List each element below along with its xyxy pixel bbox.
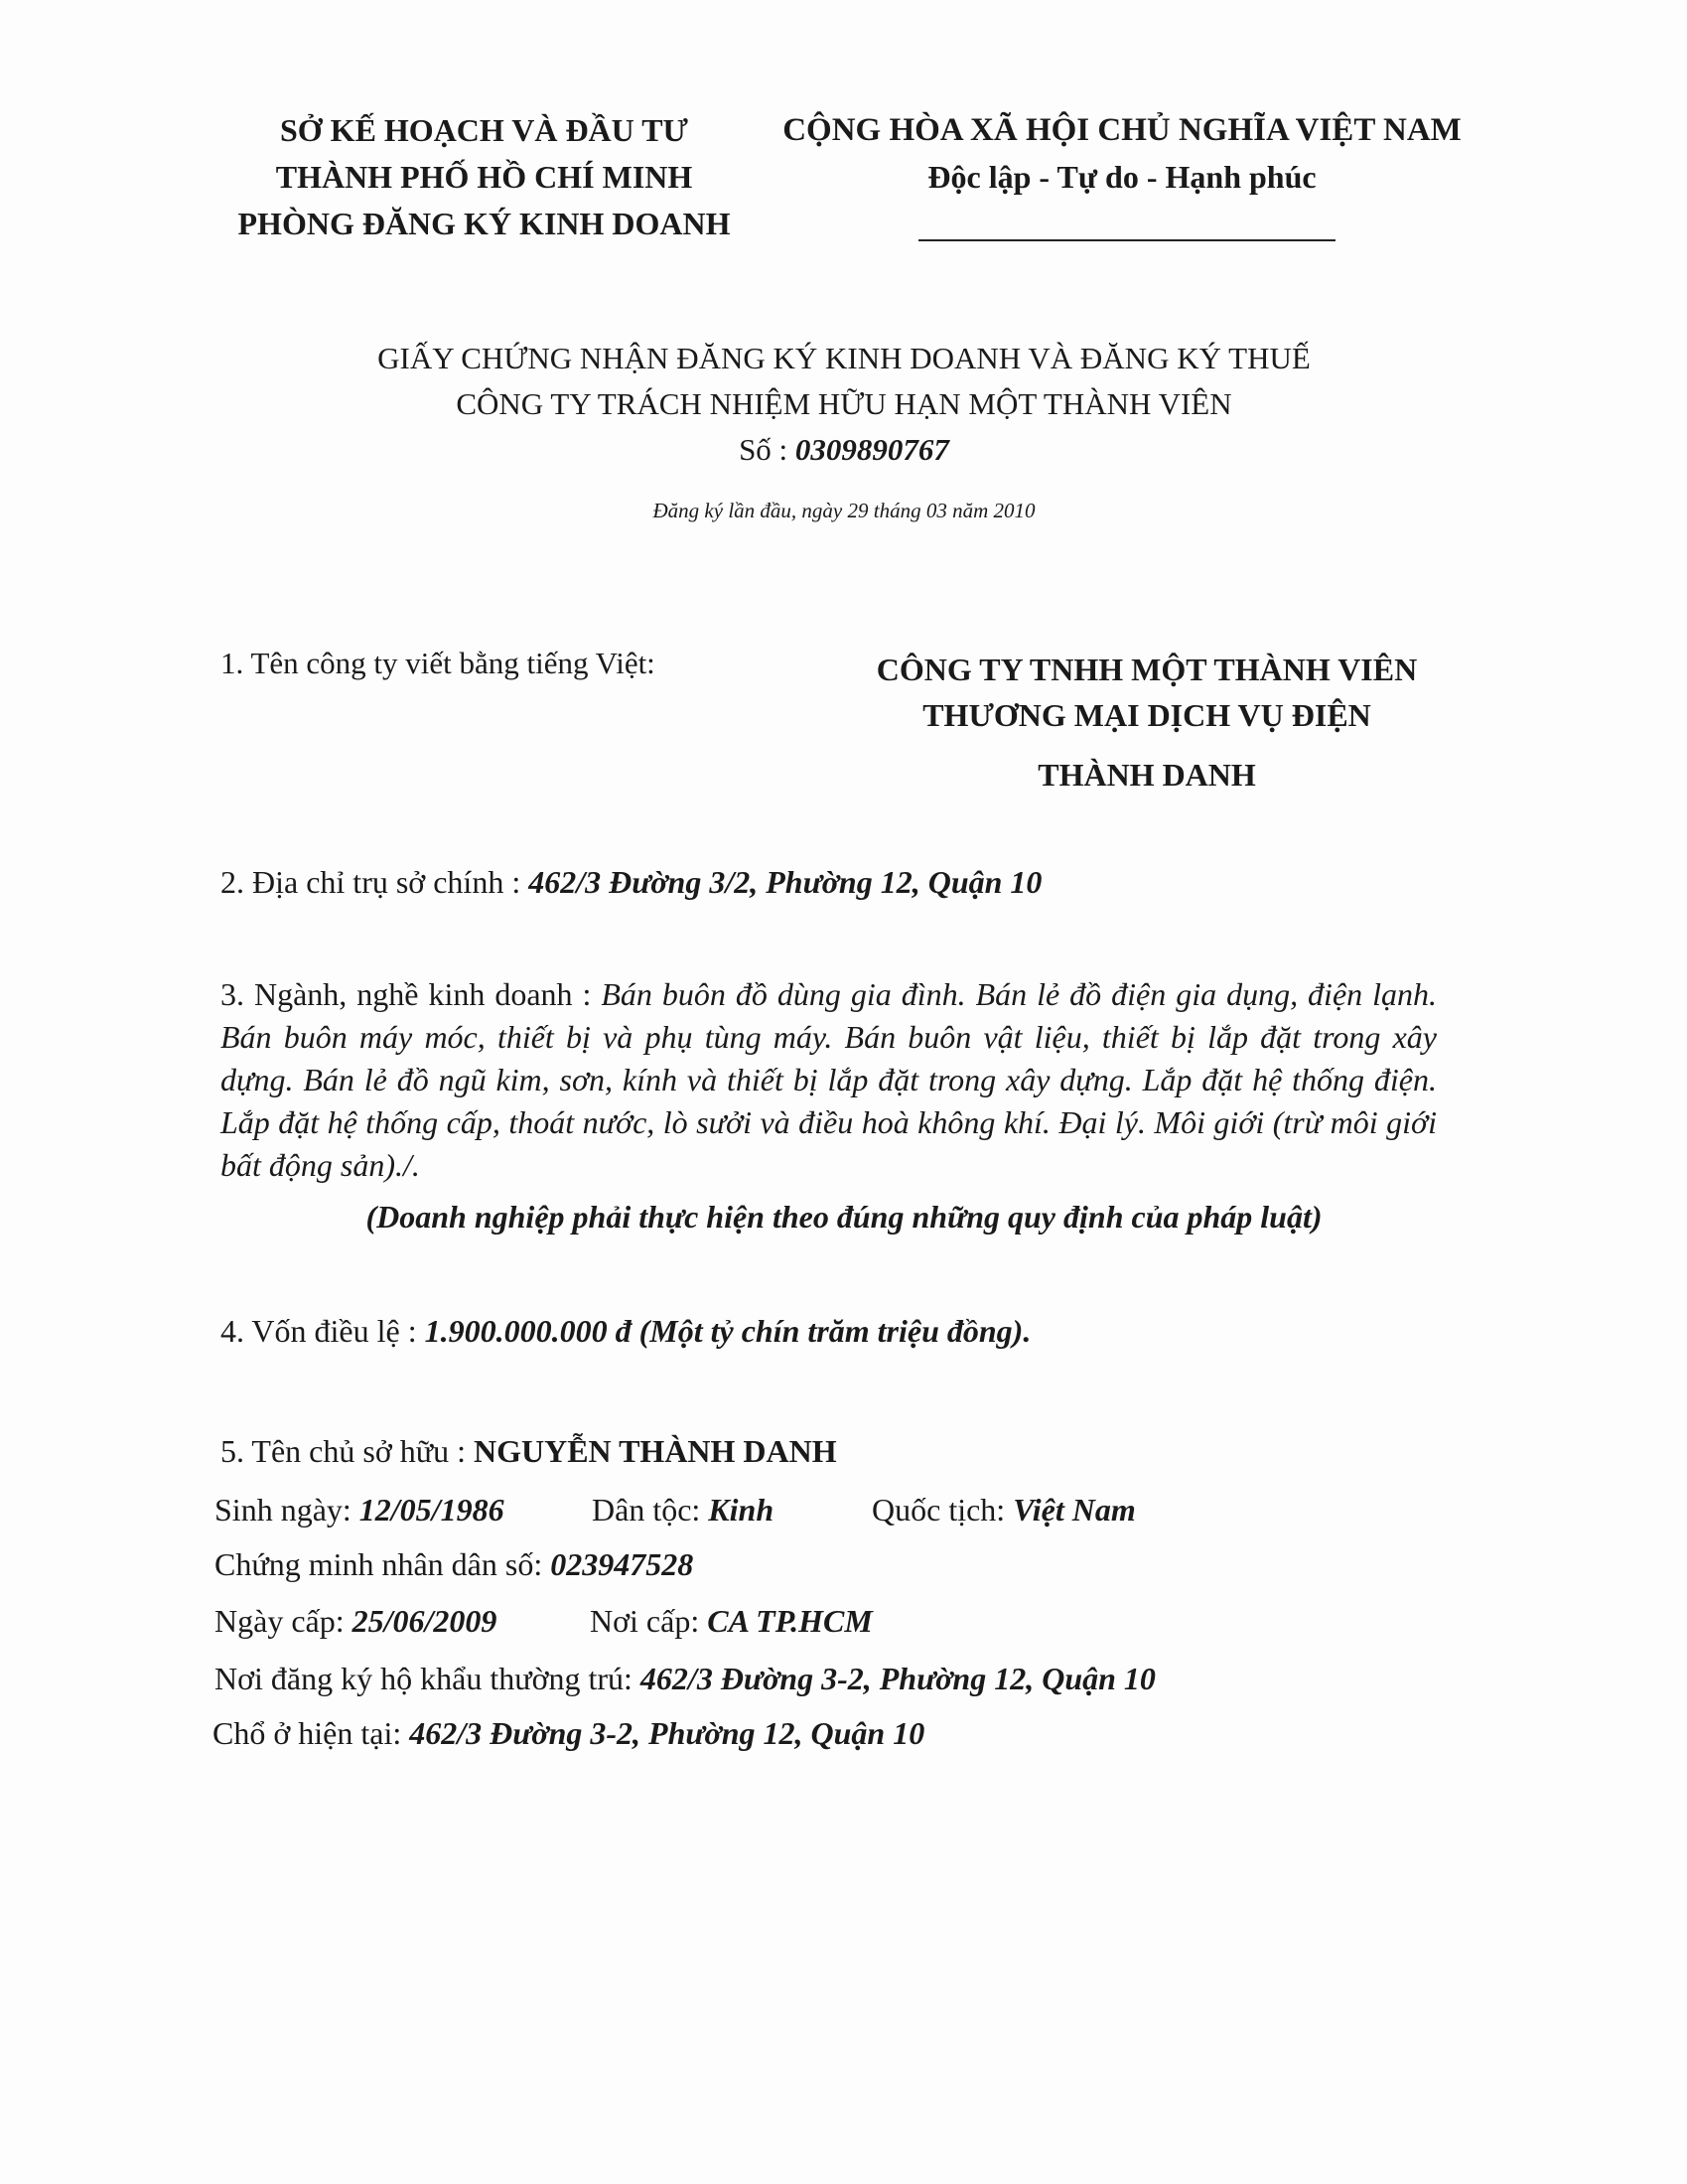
nationality-row: [872, 1492, 1136, 1529]
issue-date-row: [214, 1603, 496, 1640]
company-name-line-3: THÀNH DANH: [1038, 757, 1256, 793]
national-motto: Độc lập - Tự do - Hạnh phúc: [927, 159, 1317, 195]
charter-capital-value: 1.900.000.000 đ (Một tỷ chín trăm triệu đồng).: [424, 1313, 1032, 1349]
head-office-label: 2. Địa chỉ trụ sở chính :: [220, 864, 529, 900]
company-name: [804, 647, 1489, 798]
registration-date: Đăng ký lần đầu, ngày 29 tháng 03 năm 2010: [652, 499, 1036, 522]
ethnicity-value: Kinh: [708, 1492, 774, 1528]
charter-capital: [220, 1313, 1031, 1350]
current-address-label: Chổ ở hiện tại:: [212, 1715, 410, 1751]
id-label: Chứng minh nhân dân số:: [214, 1546, 551, 1582]
business-lines-value: Bán buôn đồ dùng gia đình. Bán lẻ đồ điện gia dụng, điện lạnh. Bán buôn máy móc, thiết bị và phụ tùng máy. Bán buôn vật liệu, thiết bị lắp đặt trong xây dựng. Bán lẻ đồ ngũ kim, sơn, kính và thiết bị lắp đặt trong xây dựng. Lắp đặt hệ thống điện. Lắp đặt hệ thống cấp, thoát nước, lò sưởi và điều hoà không khí. Đại lý. Môi giới (trừ môi giới bất động sản)./.: [220, 976, 1438, 1183]
business-lines: [220, 973, 1437, 1187]
current-address-value: 462/3 Đường 3-2, Phường 12, Quận 10: [409, 1715, 925, 1751]
legal-compliance-note: (Doanh nghiệp phải thực hiện theo đúng những quy định của pháp luật): [365, 1199, 1323, 1235]
authority-line-2: THÀNH PHỐ HỒ CHÍ MINH: [275, 159, 693, 195]
dob-label: Sinh ngày:: [214, 1492, 359, 1528]
head-office-address: [220, 864, 1042, 901]
owner-name: NGUYỄN THÀNH DANH: [473, 1433, 837, 1469]
issue-place-value: CA TP.HCM: [707, 1603, 873, 1639]
ethnicity-row: [592, 1492, 773, 1529]
company-name-line-2: THƯƠNG MẠI DỊCH VỤ ĐIỆN: [922, 697, 1371, 733]
permanent-address-row: [214, 1661, 1156, 1697]
id-card-row: [214, 1546, 693, 1583]
owner-birth-row: [214, 1492, 504, 1529]
company-name-line-1: CÔNG TY TNHH MỘT THÀNH VIÊN: [876, 652, 1418, 687]
nationality-label: Quốc tịch:: [872, 1492, 1014, 1528]
permanent-address-label: Nơi đăng ký hộ khẩu thường trú:: [214, 1661, 640, 1696]
head-office-value: 462/3 Đường 3/2, Phường 12, Quận 10: [528, 864, 1043, 900]
issue-place-label: Nơi cấp:: [590, 1603, 708, 1639]
charter-capital-label: 4. Vốn điều lệ :: [220, 1313, 425, 1349]
owner-name-label: 5. Tên chủ sở hữu :: [220, 1433, 474, 1469]
permanent-address-value: 462/3 Đường 3-2, Phường 12, Quận 10: [639, 1661, 1156, 1696]
issuing-authority: [213, 107, 755, 247]
certificate-number-line: [199, 427, 1489, 473]
authority-line-1: SỞ KẾ HOẠCH VÀ ĐẦU TƯ: [279, 112, 688, 148]
national-heading: [765, 107, 1479, 201]
nationality-value: Việt Nam: [1013, 1492, 1136, 1528]
issue-date-value: 25/06/2009: [351, 1603, 497, 1639]
dob-value: 12/05/1986: [358, 1492, 504, 1528]
title-line-1: GIẤY CHỨNG NHẬN ĐĂNG KÝ KINH DOANH VÀ ĐĂNG KÝ THUẾ: [377, 341, 1311, 375]
country-name: CỘNG HÒA XÃ HỘI CHỦ NGHĨA VIỆT NAM: [782, 112, 1462, 148]
authority-line-3: PHÒNG ĐĂNG KÝ KINH DOANH: [237, 206, 731, 241]
document-title: [199, 336, 1489, 473]
business-lines-label: 3. Ngành, nghề kinh doanh :: [220, 976, 602, 1012]
owner-name-row: [220, 1433, 837, 1470]
id-value: 023947528: [550, 1546, 694, 1582]
issue-date-label: Ngày cấp:: [214, 1603, 352, 1639]
company-name-label: 1. Tên công ty viết bằng tiếng Việt:: [220, 646, 655, 680]
title-line-2: CÔNG TY TRÁCH NHIỆM HỮU HẠN MỘT THÀNH VIÊN: [456, 386, 1232, 421]
issue-place-row: [590, 1603, 873, 1640]
motto-underline: [918, 239, 1336, 241]
number-label: Số :: [739, 432, 795, 467]
ethnicity-label: Dân tộc:: [592, 1492, 709, 1528]
current-address-row: [212, 1715, 924, 1752]
certificate-number: 0309890767: [794, 432, 949, 467]
